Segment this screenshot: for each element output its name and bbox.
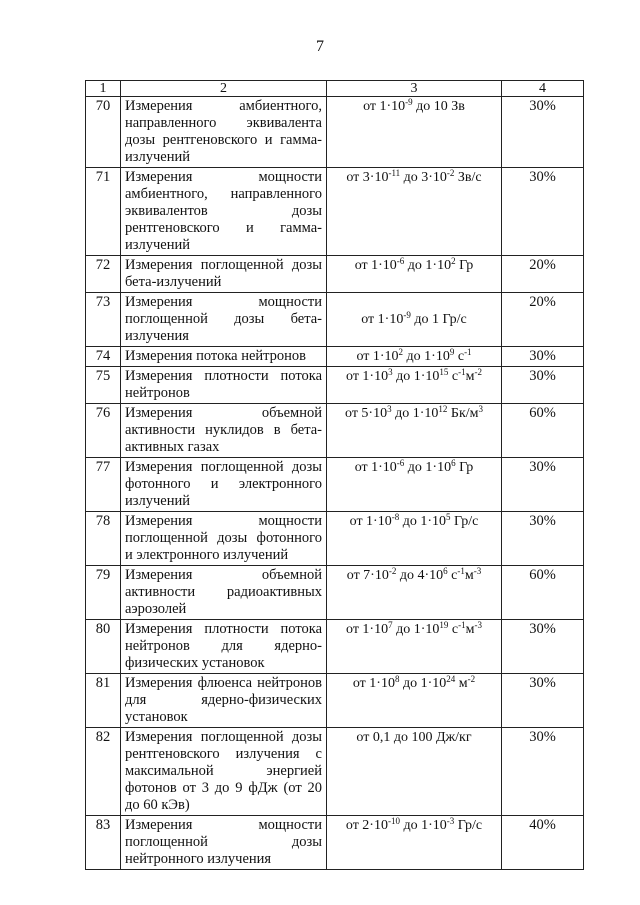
measurement-description: Измерения потока нейтронов [121,347,327,367]
measurement-description: Измерения флюенса нейтронов для ядерно-физических установок [121,674,327,728]
column-header-3: 3 [327,81,502,97]
table-row [86,168,584,256]
row-number: 81 [86,674,121,728]
measurement-description: Измерения мощности поглощенной дозы бета-излучения [121,293,327,347]
error-percent: 30% [502,674,584,728]
table-row [86,674,584,728]
table-row [86,347,584,367]
row-number: 72 [86,256,121,293]
error-percent: 20% [502,293,584,347]
row-number: 76 [86,404,121,458]
table-row [86,293,584,347]
measurement-range: от $7\cdot 10^{-2}$ до $4\cdot 10^6$ $с^{-1}м^{-3}$ [327,566,502,620]
measurement-range: от 0,1 до 100 Дж/кг [327,728,502,816]
error-percent: 30% [502,347,584,367]
row-number: 73 [86,293,121,347]
row-number: 78 [86,512,121,566]
table-row [86,620,584,674]
row-number: 79 [86,566,121,620]
measurement-description: Измерения объемной активности радиоактивных аэрозолей [121,566,327,620]
header-row [86,81,584,97]
table-body [86,97,584,870]
error-percent: 40% [502,816,584,870]
measurement-description: Измерения амбиентного, направленного эквивалента дозы рентгеновского и гамма-излучений [121,97,327,168]
error-percent: 20% [502,256,584,293]
table-row [86,256,584,293]
measurement-range: от $1\cdot 10^{-6}$ до $1\cdot 10^6$ Гр [327,458,502,512]
table-row [86,97,584,168]
error-percent: 60% [502,404,584,458]
page-number: 7 [316,38,324,55]
measurement-description: Измерения поглощенной дозы рентгеновского излучения с максимальной энергией фотонов от 3 до 9 фДж (от 20 до 60 кЭв) [121,728,327,816]
error-percent: 60% [502,566,584,620]
error-percent: 30% [502,728,584,816]
measurement-range: от $1\cdot 10^{-9}$ до 1 Гр/с [327,293,502,347]
error-percent: 30% [502,367,584,404]
row-number: 75 [86,367,121,404]
measurement-range: от $1\cdot 10^7$ до $1\cdot 10^{19}$ $с^{-1}м^{-3}$ [327,620,502,674]
measurement-description: Измерения мощности амбиентного, направленного эквивалентов дозы рентгеновского и гамма-излучений [121,168,327,256]
measurement-description: Измерения мощности поглощенной дозы фотонного и электронного излучений [121,512,327,566]
measurement-description: Измерения плотности потока нейтронов для ядерно-физических установок [121,620,327,674]
table-row [86,512,584,566]
table-header [86,81,584,97]
measurement-description: Измерения объемной активности нуклидов в бета-активных газах [121,404,327,458]
measurement-range: от $1\cdot 10^{-9}$ до 10 Зв [327,97,502,168]
table-row [86,367,584,404]
measurement-range: от $1\cdot 10^3$ до $1\cdot 10^{15}$ $с^{-1}м^{-2}$ [327,367,502,404]
measurement-description: Измерения поглощенной дозы бета-излучений [121,256,327,293]
measurement-range: от $1\cdot 10^{-8}$ до $1\cdot 10^5$ Гр/с [327,512,502,566]
error-percent: 30% [502,97,584,168]
measurement-description: Измерения поглощенной дозы фотонного и электронного излучений [121,458,327,512]
measurement-range: от $2\cdot 10^{-10}$ до $1\cdot 10^{-3}$ Гр/с [327,816,502,870]
table-row [86,404,584,458]
error-percent: 30% [502,458,584,512]
measurement-description: Измерения плотности потока нейтронов [121,367,327,404]
measurement-table [85,80,584,870]
error-percent: 30% [502,168,584,256]
table-row [86,458,584,512]
error-percent: 30% [502,512,584,566]
error-percent: 30% [502,620,584,674]
measurement-range: от $3\cdot 10^{-11}$ до $3\cdot 10^{-2}$ Зв/с [327,168,502,256]
measurement-range: от $1\cdot 10^{-6}$ до $1\cdot 10^2$ Гр [327,256,502,293]
measurement-range: от $1\cdot 10^2$ до $1\cdot 10^9$ $с^{-1}$ [327,347,502,367]
table-row [86,566,584,620]
table-row [86,816,584,870]
table-row [86,728,584,816]
column-header-2: 2 [121,81,327,97]
measurement-range: от $1\cdot 10^8$ до $1\cdot 10^{24}$ $м^{-2}$ [327,674,502,728]
column-header-1: 1 [86,81,121,97]
row-number: 83 [86,816,121,870]
row-number: 71 [86,168,121,256]
row-number: 80 [86,620,121,674]
column-header-4: 4 [502,81,584,97]
row-number: 70 [86,97,121,168]
row-number: 74 [86,347,121,367]
row-number: 82 [86,728,121,816]
measurement-description: Измерения мощности поглощенной дозы нейтронного излучения [121,816,327,870]
row-number: 77 [86,458,121,512]
measurement-range: от $5\cdot 10^3$ до $1\cdot 10^{12}$ $Бк/м^3$ [327,404,502,458]
